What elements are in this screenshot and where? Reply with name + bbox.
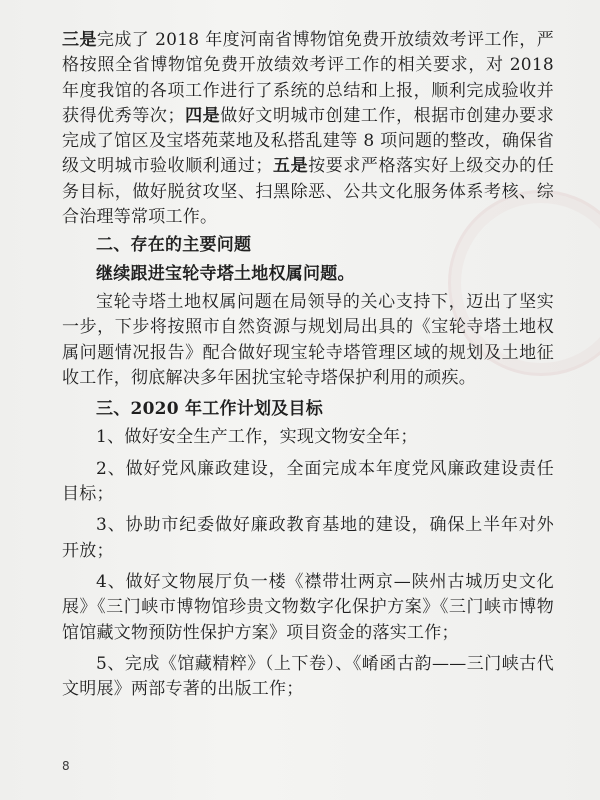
achievement-four: 做好文明城市创建工作，根据市创建办要求完成了馆区及宝塔苑菜地及私搭乱建等 8 项问题的整改，确保省级文明城市验收顺利通过； (62, 105, 554, 177)
lead-three: 三是 (62, 30, 97, 50)
lead-four: 四是 (184, 105, 221, 126)
issue-title: 继续跟进宝轮寺塔土地权属问题。 (96, 263, 355, 284)
paragraph-achievements (62, 28, 554, 230)
section-heading-plan: 三、2020 年工作计划及目标 (96, 399, 323, 420)
plan-item-2: 2、做好党风廉政建设，全面完成本年度党风廉政建设责任目标； (62, 458, 554, 505)
achievement-three: 完成了 2018 年度河南省博物馆免费开放绩效考评工作，严格按照全省博物馆免费开放绩效考评工作的相关要求，对 2018 年度我馆的各项工作进行了系统的总结和上报，顺利完成验收并获得优秀等次； (62, 30, 555, 126)
issue-body: 宝轮寺塔土地权属问题在局领导的关心支持下，迈出了坚实一步，下步将按照市自然资源与规划局出具的《宝轮寺塔土地权属问题情况报告》配合做好现宝轮寺塔管理区域的规划及土地征收工作，彻底解决多年困扰宝轮寺塔保护利用的顽疾。 (62, 291, 554, 388)
section-heading-issues: 二、存在的主要问题 (96, 235, 252, 256)
plan-item-4: 4、做好文物展厅负一楼《襟带壮两京—陕州古城历史文化展》《三门峡市博物馆珍贵文物数字化保护方案》《三门峡市博物馆馆藏文物预防性保护方案》项目资金的落实工作； (62, 571, 554, 643)
plan-item-3: 3、协助市纪委做好廉政教育基地的建设，确保上半年对外开放； (62, 515, 554, 561)
document-body (62, 28, 554, 702)
plan-item-5: 5、完成《馆藏精粹》（上下卷）、《崤函古韵——三门峡古代文明展》两部专著的出版工作； (62, 653, 554, 700)
lead-five: 五是 (272, 156, 309, 177)
plan-item-1: 1、做好安全生产工作，实现文物安全年； (96, 427, 418, 448)
page-number: 8 (62, 759, 70, 773)
achievement-five: 按要求严格落实好上级交办的任务目标，做好脱贫攻坚、扫黑除恶、公共文化服务体系考核、综合治理等常项工作。 (62, 156, 555, 228)
